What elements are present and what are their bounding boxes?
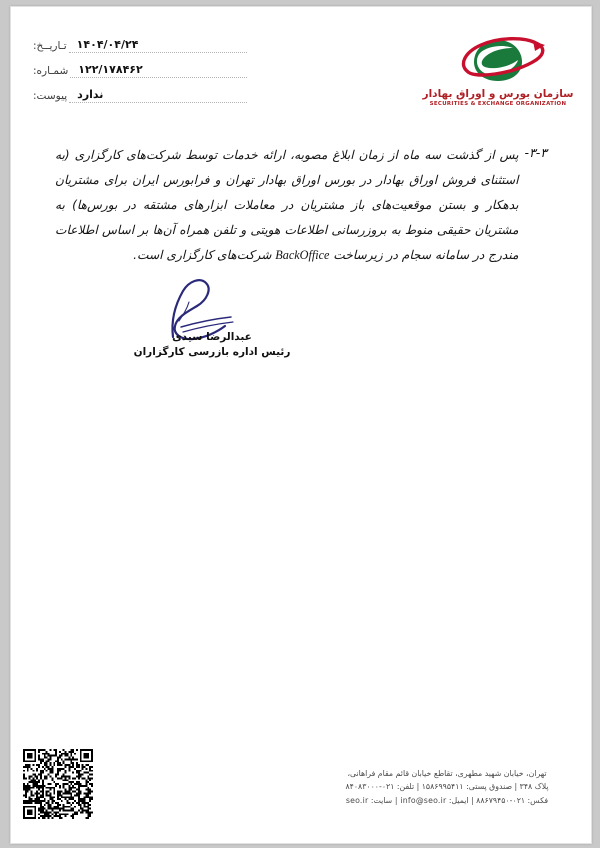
letterhead-header <box>11 7 591 123</box>
number-label: شمـاره: <box>33 65 69 77</box>
attachment-value: ندارد <box>77 88 104 101</box>
address-line-3: فکس: ۰۲۱-۸۸۶۷۹۴۵۰ | ایمیل: info@seo.ir | سایت: seo.ir <box>345 795 549 805</box>
meta-row-date <box>33 29 249 54</box>
qr-code-canvas <box>23 749 93 819</box>
address-line-1: تهران، خیابان شهید مطهری، تقاطع خیابان قائم مقام فراهانی، <box>347 768 547 778</box>
item-marker: ۳-۳- <box>524 145 547 160</box>
footer-address <box>317 767 577 807</box>
meta-row-number <box>33 54 249 79</box>
qr-code <box>23 749 93 819</box>
paragraph-head: پس از گذشت سه ماه از زمان ابلاغ مصوبه، ارائه خدمات توسط شرکت‌های کارگزاری (به استثنای فروش اوراق بهادار در بورس اوراق بهادار تهران و فرابورس ایران برای مشتریان بدهکار و بستن موقعیت‌های باز مشتریان در معاملات ابزارهای مشتقه در بورس‌ها) به مشتریان حقیقی منوط به بروزرسانی اطلاعات هویتی و تلفن همراه آن‌ها بر اساس اطلاعات مندرج در سامانه سجام در زیرساخت <box>55 148 519 263</box>
date-value: ۱۴۰۴/۰۴/۲۴ <box>76 38 139 51</box>
attachment-label: پیوست: <box>33 90 68 102</box>
organization-logo <box>419 31 577 107</box>
number-value: ۱۲۲/۱۷۸۴۶۲ <box>78 63 143 76</box>
address-line-2: پلاک ۳۴۸ | صندوق پستی: ۱۵۸۶۹۹۵۴۱۱ | تلفن: ۰۲۱-۸۴۰۸۳۰۰۰ <box>345 782 549 792</box>
date-leader <box>69 37 247 53</box>
signer-title: رئیس اداره بازرسی کارگزاران <box>133 346 291 358</box>
logo-name-fa: سازمان بورس و اوراق بهادار <box>422 88 574 100</box>
backoffice-term: BackOffice <box>275 248 330 263</box>
item-paragraph <box>55 143 519 268</box>
attachment-leader <box>69 87 247 103</box>
meta-row-attachment <box>33 79 249 104</box>
paragraph-tail: شرکت‌های کارگزاری است. <box>133 248 276 263</box>
number-leader <box>70 62 247 78</box>
logo-name-en: SECURITIES & EXCHANGE ORGANIZATION <box>429 101 567 107</box>
letter-body <box>55 143 547 268</box>
document-page <box>10 6 592 844</box>
letter-footer <box>11 747 591 831</box>
date-label: تـاریــخ: <box>33 40 67 52</box>
signer-name: عبدالرضا سیدی <box>172 331 252 343</box>
seo-globe-orbit-icon <box>423 31 573 87</box>
signature-block <box>107 275 317 358</box>
body-item-3-3 <box>55 143 547 268</box>
letter-meta-fields <box>33 29 249 104</box>
